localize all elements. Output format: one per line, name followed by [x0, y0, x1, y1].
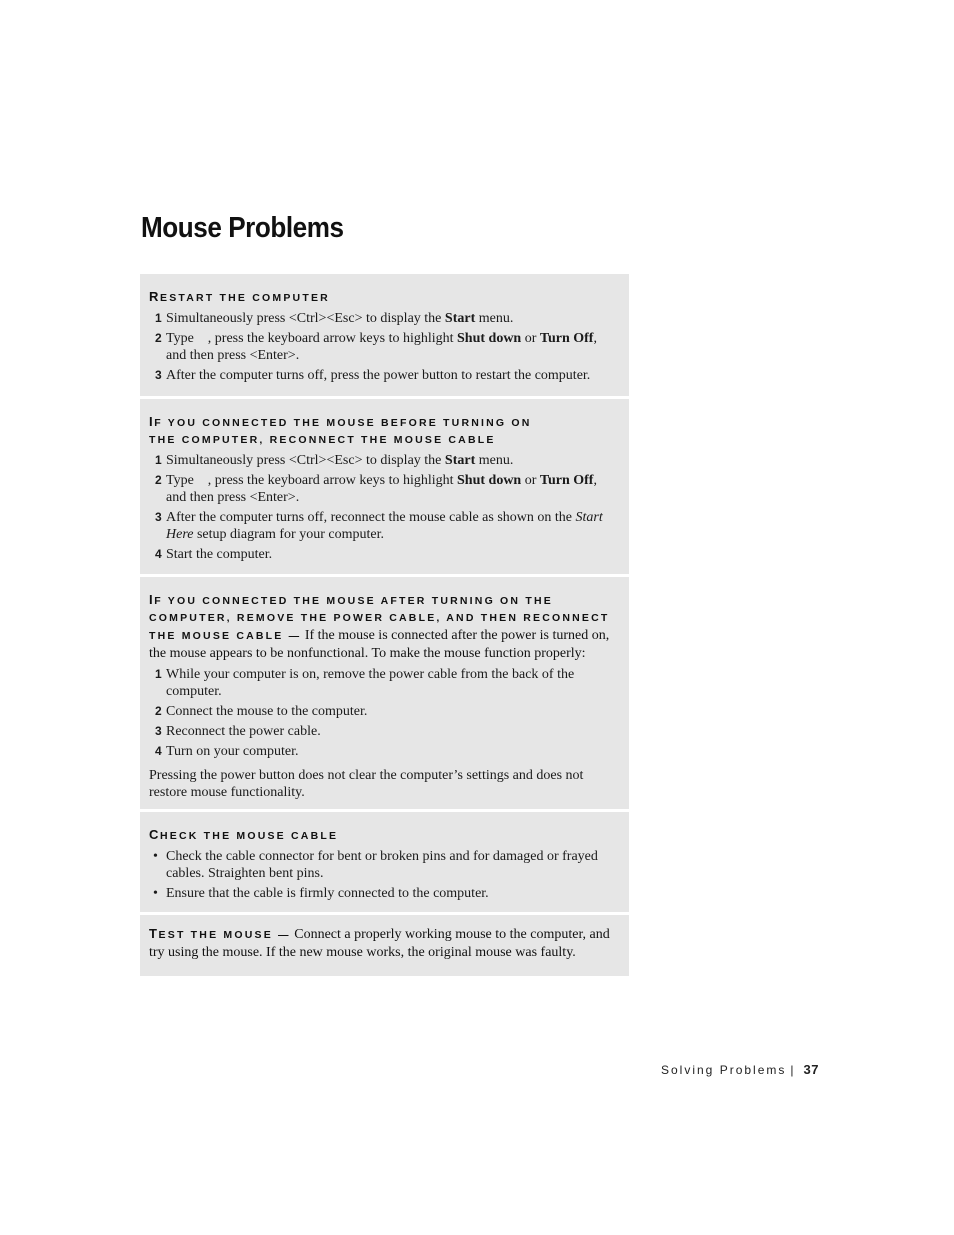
ui-term: Start: [444, 311, 476, 326]
ui-term: Shut down: [457, 473, 522, 488]
step-number: 3: [155, 368, 162, 382]
step-number: 1: [155, 311, 162, 325]
bullet-text: Check the cable connector for bent or broken pins and for damaged or frayed cables. Straighten bent pins.: [166, 849, 598, 881]
step-number: 3: [155, 724, 162, 738]
list-item: [149, 310, 617, 327]
list-item: [149, 472, 617, 506]
list-item: [149, 703, 617, 720]
list-item: [149, 546, 617, 563]
heading-text: HECK THE MOUSE CABLE: [160, 830, 339, 842]
ui-term: Start: [444, 453, 476, 468]
step-text: Type , press the keyboard arrow keys to highlight: [166, 473, 458, 488]
heading-text: EST THE MOUSE —: [158, 929, 291, 941]
step-text: , and then press <Enter>.: [166, 331, 597, 363]
list-item: [149, 509, 617, 543]
step-text: or: [521, 473, 540, 488]
heading-text: F YOU CONNECTED THE MOUSE BEFORE TURNING ON THE COMPUTER, RECONNECT THE MOUSE CABLE: [149, 417, 532, 446]
ui-term: Shut down: [457, 331, 522, 346]
heading-initial: I: [149, 414, 155, 429]
step-text: While your computer is on, remove the power cable from the back of the computer.: [166, 667, 575, 699]
section-body: Connect a properly working mouse to the computer, and try using the mouse. If the new mouse works, the original mouse was faulty.: [149, 927, 610, 960]
page-footer: [661, 1062, 819, 1077]
bullet-text: Ensure that the cable is firmly connected to the computer.: [166, 886, 489, 901]
section-heading: [149, 413, 617, 449]
step-text: , and then press <Enter>.: [166, 473, 597, 505]
step-text: Type , press the keyboard arrow keys to highlight: [166, 331, 458, 346]
step-number: 4: [155, 547, 162, 561]
list-item: [149, 885, 617, 902]
heading-initial: C: [149, 827, 160, 842]
heading-initial: T: [149, 926, 159, 941]
heading-initial: I: [149, 592, 155, 607]
section-restart-computer: [140, 274, 629, 396]
section-heading: [149, 591, 617, 663]
heading-text: F YOU CONNECTED THE MOUSE AFTER TURNING ON THE COMPUTER, REMOVE THE POWER CABLE, AND THEN RECONNECT THE MOUSE CABLE —: [149, 595, 610, 642]
step-text: After the computer turns off, press the power button to restart the computer.: [166, 368, 591, 383]
step-text: setup diagram for your computer.: [193, 527, 384, 542]
list-item: [149, 452, 617, 469]
section-connected-before: [140, 399, 629, 574]
section-intro: If the mouse is connected after the power is turned on, the mouse appears to be nonfunctional. To make the mouse function properly:: [149, 628, 610, 661]
step-text: After the computer turns off, reconnect the mouse cable as shown on the: [166, 510, 576, 525]
bullet-list: [149, 848, 617, 902]
footer-section-name: Solving Problems: [661, 1063, 787, 1077]
step-text: Reconnect the power cable.: [166, 724, 321, 739]
step-number: 1: [155, 453, 162, 467]
step-text: Simultaneously press <Ctrl><Esc> to display the: [166, 453, 445, 468]
step-number: 4: [155, 744, 162, 758]
list-item: [149, 848, 617, 882]
list-item: [149, 330, 617, 364]
step-text: or: [521, 331, 540, 346]
section-check-cable: [140, 812, 629, 912]
bullet-icon: •: [153, 886, 158, 901]
step-text: Start the computer.: [166, 547, 273, 562]
step-number: 2: [155, 331, 162, 345]
document-title: Start Here: [166, 510, 603, 542]
step-list: [149, 666, 617, 760]
ui-term: Turn Off: [539, 331, 594, 346]
step-number: 1: [155, 667, 162, 681]
list-item: [149, 743, 617, 760]
heading-initial: R: [149, 289, 160, 304]
footer-separator: |: [790, 1063, 796, 1077]
page-title: Mouse Problems: [141, 212, 344, 244]
step-number: 3: [155, 510, 162, 524]
step-number: 2: [155, 704, 162, 718]
section-heading: [149, 288, 617, 307]
section-note: Pressing the power button does not clear the computer’s settings and does not restore mouse functionality.: [149, 768, 584, 800]
list-item: [149, 666, 617, 700]
heading-text: ESTART THE COMPUTER: [160, 292, 330, 304]
list-item: [149, 367, 617, 384]
section-test-mouse: [140, 915, 629, 976]
ui-term: Turn Off: [539, 473, 594, 488]
step-text: Turn on your computer.: [166, 744, 299, 759]
step-list: [149, 310, 617, 384]
step-number: 2: [155, 473, 162, 487]
section-heading: [149, 925, 617, 962]
bullet-icon: •: [153, 849, 158, 864]
section-heading: [149, 826, 617, 845]
page-number: 37: [803, 1062, 819, 1077]
step-text: Connect the mouse to the computer.: [166, 704, 368, 719]
step-list: [149, 452, 617, 563]
section-connected-after: [140, 577, 629, 809]
step-text: menu.: [475, 311, 514, 326]
step-text: Simultaneously press <Ctrl><Esc> to display the: [166, 311, 445, 326]
list-item: [149, 723, 617, 740]
step-text: menu.: [475, 453, 514, 468]
